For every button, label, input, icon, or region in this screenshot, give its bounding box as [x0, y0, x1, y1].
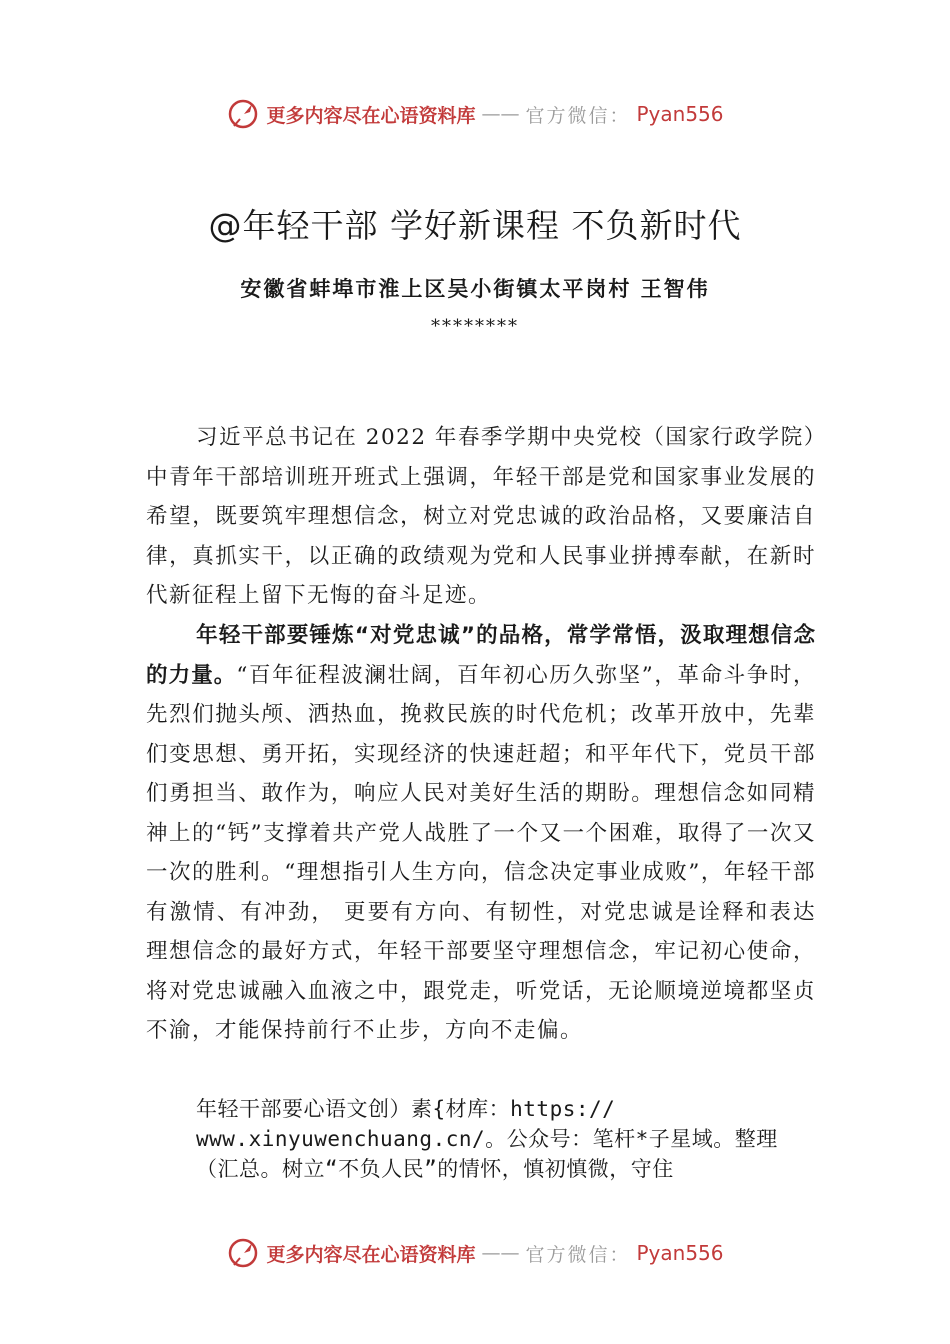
banner-wechat-label: 官方微信：	[525, 104, 631, 127]
paragraph-3-line-3: （汇总。树立“不负人民”的情怀，慎初慎微，守住	[196, 1157, 674, 1181]
banner-lead-text: 更多内容尽在心语资料库	[266, 1243, 476, 1266]
paragraph-3-line-1: 年轻干部要心语文创）素{材库：https://	[196, 1097, 616, 1121]
paragraph-2	[146, 616, 816, 1051]
paragraph-3-line-2: www.xinyuwenchuang.cn/。公众号：笔杆*子星域。整理	[196, 1127, 778, 1151]
quill-logo-icon	[226, 1236, 260, 1270]
paragraph-2-heading: 年轻干部要锤炼“对党忠诚”的品格，常学常悟，汲取理想信念的力量。	[146, 623, 816, 688]
document-author: 安徽省蚌埠市淮上区吴小街镇太平岗村 王智伟	[240, 276, 710, 301]
banner-wechat-id: Pyan556	[636, 1241, 724, 1265]
banner-wechat-id: Pyan556	[636, 102, 724, 126]
paragraph-3	[196, 1094, 826, 1184]
banner-separator: ——	[481, 103, 520, 125]
paragraph-1	[146, 418, 816, 616]
banner-separator: ——	[481, 1242, 520, 1264]
footer-banner	[0, 1233, 950, 1273]
paragraph-1-text: 习近平总书记在 2022 年春季学期中央党校（国家行政学院）中青年干部培训班开班式上强调，年轻干部是党和国家事业发展的希望，既要筑牢理想信念，树立对党忠诚的政治品格，又要廉洁自律，真抓实干，以正确的政绩观为党和人民事业拼搏奉献，在新时代新征程上留下无悔的奋斗足迹。	[146, 425, 816, 608]
banner-wechat-label: 官方微信：	[525, 1243, 631, 1266]
header-banner	[0, 94, 950, 134]
paragraph-2-text: “百年征程波澜壮阔，百年初心历久弥坚”，革命斗争时，先烈们抛头颅、洒热血，挽救民族的时代危机；改革开放中，先辈们变思想、勇开拓，实现经济的快速赶超；和平年代下，党员干部们勇担当、敢作为，响应人民对美好生活的期盼。理想信念如同精神上的“钙”支撑着共产党人战胜了一个又一个困难，取得了一次又一次的胜利。“理想指引人生方向，信念决定事业成败”，年轻干部有激情、有冲劲， 更要有方向、有韧性，对党忠诚是诠释和表达理想信念的最好方式，年轻干部要坚守理想信念，牢记初心使命，将对党忠诚融入血液之中，跟党走，听党话，无论顺境逆境都坚贞不渝，才能保持前行不止步，方向不走偏。	[146, 662, 816, 1043]
banner-lead-text: 更多内容尽在心语资料库	[266, 104, 476, 127]
title-separator: ********	[431, 316, 519, 337]
document-title: @年轻干部 学好新课程 不负新时代	[208, 206, 742, 245]
quill-logo-icon	[226, 97, 260, 131]
